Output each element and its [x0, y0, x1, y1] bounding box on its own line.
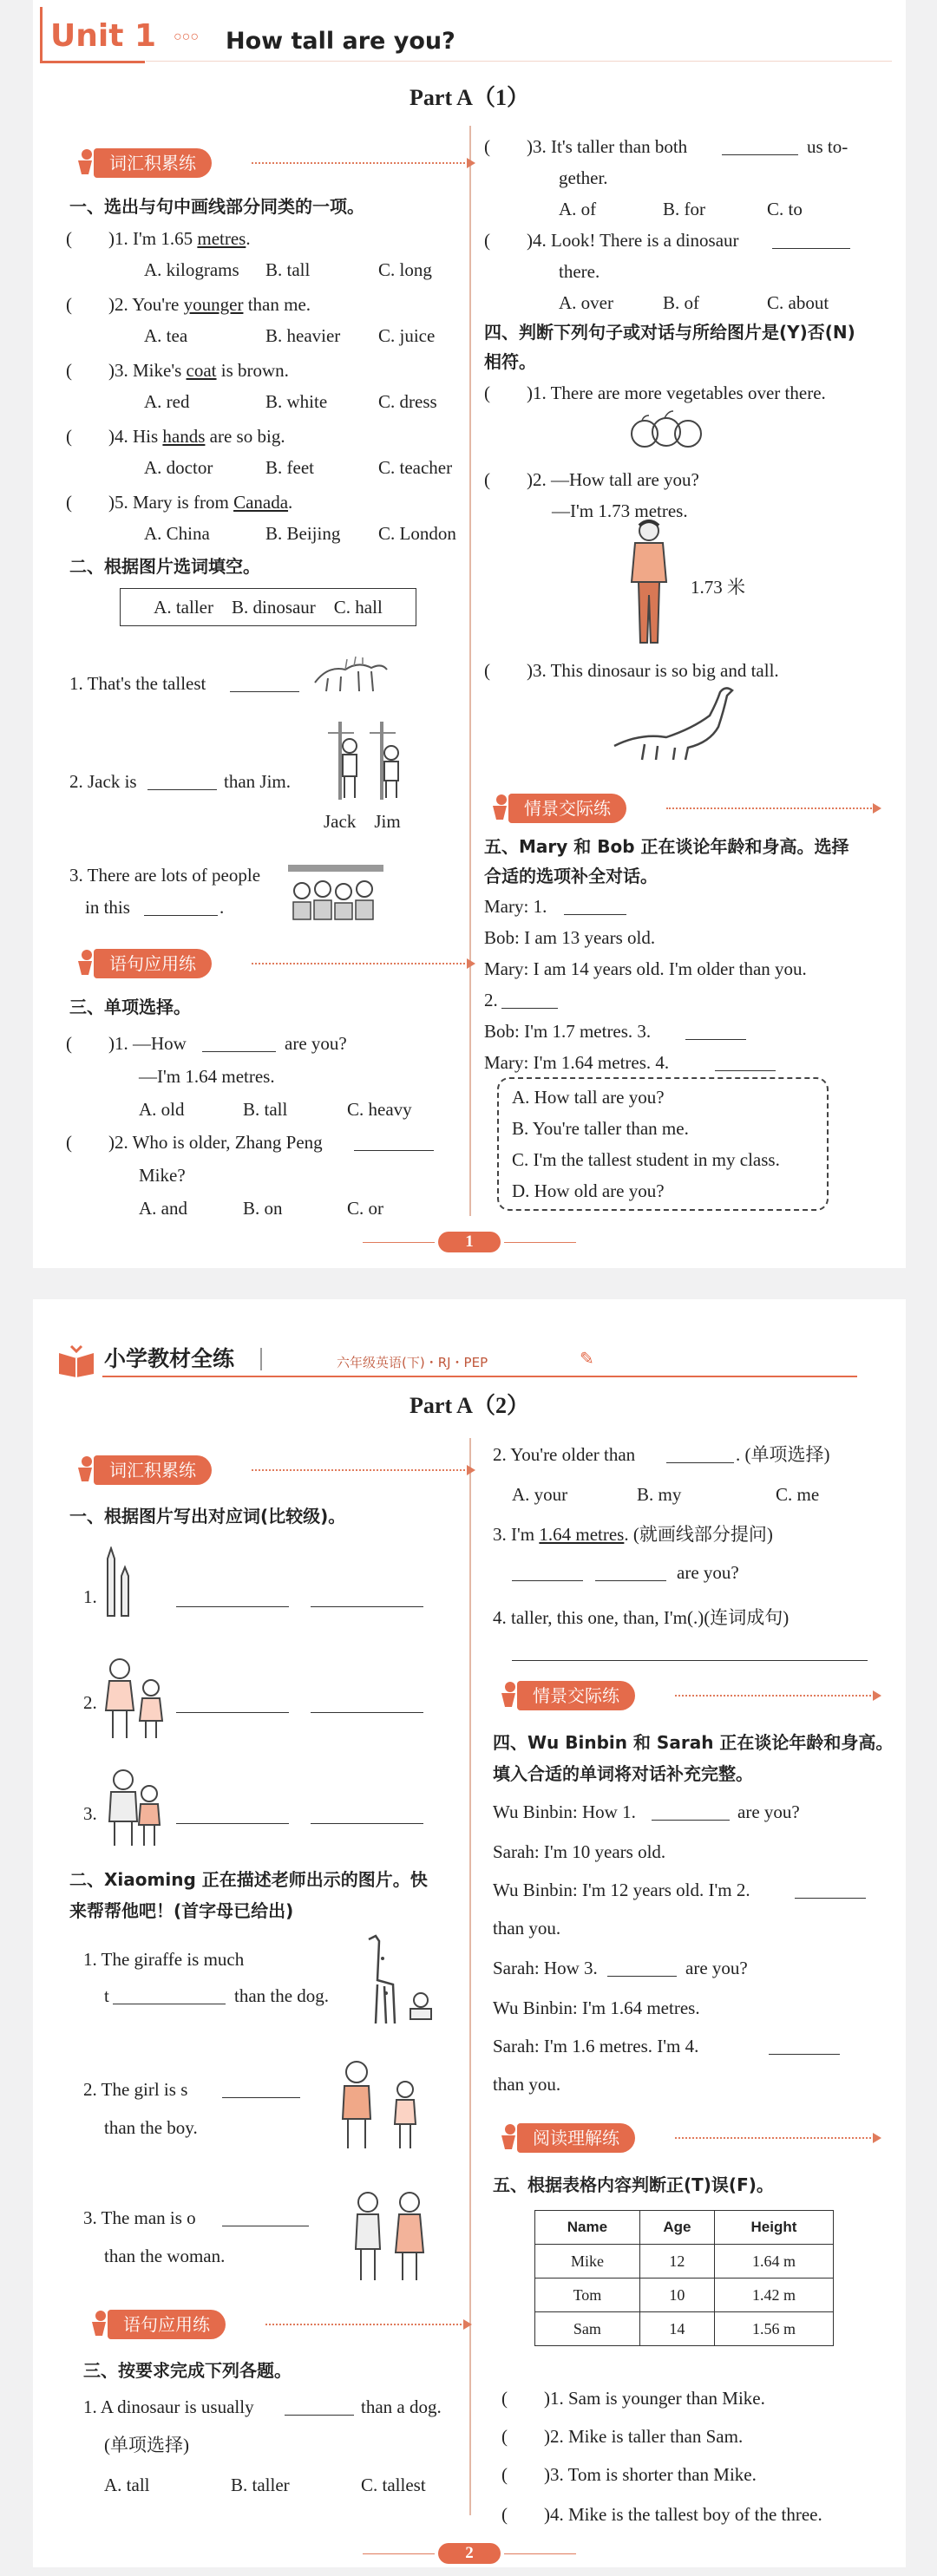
q2-item-3b: in this — [85, 897, 130, 918]
section-situation-header — [493, 1681, 883, 1710]
q3-title: 三、按要求完成下列各题。 — [83, 2360, 292, 2381]
unit-dots: ○○○ — [174, 29, 199, 44]
dialog-line-6: Wu Binbin: I'm 1.64 metres. — [493, 1997, 700, 2018]
q1-item-text-end: is brown. — [216, 360, 289, 381]
answer-line[interactable] — [512, 1644, 868, 1661]
answer-blank[interactable] — [144, 899, 218, 916]
table-cell: 1.64 m — [714, 2245, 833, 2279]
q1-item-text-end: . — [288, 492, 293, 513]
q3-3-instruction: . (就画线部分提问) — [624, 1524, 773, 1545]
q3-3-option-b[interactable]: B. for — [663, 199, 705, 219]
q1-item-text-end: than me. — [243, 294, 311, 315]
man-standing-image — [623, 519, 675, 649]
arrow-icon — [873, 803, 881, 814]
q1-item-5-option-c[interactable]: C. London — [378, 523, 456, 544]
q3-3-stem — [493, 1523, 773, 1546]
q4-item-3: ( )3. This dinosaur is so big and tall. — [484, 660, 779, 681]
answer-blank[interactable] — [311, 1697, 423, 1713]
answer-blank[interactable] — [512, 1565, 583, 1581]
section-situation-label: 情景交际练 — [517, 1681, 635, 1710]
q1-title: 一、选出与句中画线部分同类的一项。 — [69, 196, 364, 217]
dialog-option-a: A. How tall are you? — [512, 1087, 665, 1108]
table-cell: 10 — [639, 2279, 714, 2312]
q1-item-5-option-b[interactable]: B. Beijing — [265, 523, 341, 544]
book-logo-icon — [57, 1343, 95, 1377]
two-girls-image — [101, 1655, 170, 1742]
answer-blank[interactable] — [176, 1808, 289, 1824]
q1-item-underlined-word: coat — [186, 360, 217, 381]
arrow-icon — [467, 158, 475, 168]
dotted-arrow-line — [252, 963, 468, 964]
q1-item-text: ( )4. His — [66, 426, 163, 447]
dotted-arrow-line — [675, 2137, 875, 2139]
table-header-row — [535, 2211, 834, 2245]
answer-blank[interactable] — [772, 232, 850, 249]
q3-1-option-a[interactable]: A. tall — [104, 2475, 150, 2495]
arrow-icon — [467, 1465, 475, 1475]
brand-separator — [260, 1348, 262, 1370]
q2-title: 二、根据图片选词填空。 — [69, 556, 260, 577]
q2-item-2b: than the boy. — [104, 2117, 198, 2138]
section-vocab-label: 词汇积累练 — [94, 1455, 212, 1485]
unit-title: How tall are you? — [226, 28, 455, 55]
section-sentence-header — [69, 949, 477, 978]
dialog-line-5: Bob: I'm 1.7 metres. 3. — [484, 1021, 652, 1042]
height-label: 1.73 米 — [691, 577, 745, 598]
q3-1-stem-end: are you? — [285, 1033, 347, 1054]
arrow-icon — [873, 1690, 881, 1701]
table-header-cell: Age — [639, 2211, 714, 2245]
tf-item-4: ( )4. Mike is the tallest boy of the three. — [501, 2504, 822, 2525]
q2-item-2a: 2. The girl is s — [83, 2079, 188, 2100]
answer-blank[interactable] — [501, 992, 558, 1009]
pencil-icon: ✎ — [580, 1350, 594, 1369]
q3-1-response: —I'm 1.64 metres. — [139, 1066, 275, 1087]
table-header-cell: Height — [714, 2211, 833, 2245]
answer-blank[interactable] — [311, 1808, 423, 1824]
q2-item-1a: 1. The giraffe is much — [83, 1949, 245, 1970]
q3-3-option-c[interactable]: C. to — [767, 199, 803, 219]
q4-title-line1: 四、Wu Binbin 和 Sarah 正在谈论年龄和身高。 — [493, 1732, 894, 1753]
q3-4-stem: 4. taller, this one, than, I'm(.)(连词成句) — [493, 1607, 790, 1628]
dotted-arrow-line — [265, 2324, 465, 2325]
table-cell: Sam — [535, 2312, 640, 2346]
q3-2-option-b[interactable]: B. my — [637, 1484, 682, 1505]
q3-2-stem: 2. You're older than — [493, 1444, 636, 1465]
q3-2-stem: ( )2. Who is older, Zhang Peng — [66, 1132, 323, 1153]
section-sentence-label: 语句应用练 — [108, 2310, 226, 2339]
dotted-arrow-line — [675, 1695, 875, 1697]
answer-blank[interactable] — [769, 2038, 840, 2055]
part-title: Part A（1） — [410, 85, 529, 110]
table-header-cell: Name — [535, 2211, 640, 2245]
q1-title: 一、根据图片写出对应词(比较级)。 — [69, 1506, 346, 1527]
q3-1-note: (单项选择) — [104, 2435, 189, 2455]
workbook-page-1 — [33, 0, 906, 1268]
q1-item-text: ( )1. I'm 1.65 — [66, 228, 198, 249]
dialog-line-1b: are you? — [737, 1801, 800, 1822]
q1-item-text-end: are so big. — [205, 426, 285, 447]
q1-item-text: ( )2. You're — [66, 294, 184, 315]
answer-blank[interactable] — [715, 1055, 776, 1071]
q1-item-2-option-a[interactable]: A. tea — [144, 325, 188, 346]
answer-blank[interactable] — [285, 2399, 354, 2416]
answer-blank[interactable] — [222, 2210, 309, 2226]
q5-title-line1: 五、Mary 和 Bob 正在谈论年龄和身高。选择 — [484, 836, 849, 857]
section-situation-header — [484, 794, 883, 823]
q3-4-stem: ( )4. Look! There is a dinosaur — [484, 230, 739, 251]
q1-item-underlined-word: hands — [162, 426, 206, 447]
dialog-line-6: Mary: I'm 1.64 metres. 4. — [484, 1052, 670, 1073]
answer-blank[interactable] — [607, 1960, 677, 1977]
table-cell: Mike — [535, 2245, 640, 2279]
q2-title-line1: 二、Xiaoming 正在描述老师出示的图片。快 — [69, 1869, 428, 1890]
q1-item-underlined-word: Canada — [233, 492, 289, 513]
table-cell: 12 — [639, 2245, 714, 2279]
q3-1-option-c[interactable]: C. heavy — [347, 1099, 412, 1120]
dotted-arrow-line — [252, 1469, 468, 1471]
q2-title-line2: 来帮帮他吧！(首字母已给出) — [69, 1900, 294, 1921]
q1-item-1 — [66, 227, 251, 250]
q3-2-option-c[interactable]: C. me — [776, 1484, 820, 1505]
part-title: Part A（2） — [410, 1393, 529, 1418]
q2-item-3a: 3. There are lots of people — [69, 865, 261, 886]
tf-item-2: ( )2. Mike is taller than Sam. — [501, 2426, 744, 2447]
period: . — [220, 897, 225, 918]
pencils-image — [101, 1546, 135, 1618]
q1-item-3-option-a[interactable]: A. red — [144, 391, 190, 412]
q3-3-stem-end: us to- — [807, 136, 849, 157]
q3-4-option-a[interactable]: A. over — [559, 292, 613, 313]
section-vocab-label: 词汇积累练 — [94, 148, 212, 178]
answer-blank[interactable] — [113, 1988, 226, 2004]
section-situation-label: 情景交际练 — [508, 794, 626, 823]
q1-item-2 — [66, 293, 311, 316]
dialog-line-1a: Wu Binbin: How 1. — [493, 1801, 636, 1822]
q1-item-1-option-a[interactable]: A. kilograms — [144, 259, 239, 280]
dialog-line-7: Sarah: I'm 1.6 metres. I'm 4. — [493, 2036, 699, 2056]
q2-item-3b: than the woman. — [104, 2246, 226, 2266]
q3-2-stem-end: Mike? — [139, 1165, 186, 1186]
dialog-line-8: than you. — [493, 2074, 561, 2095]
page-number-badge — [435, 2541, 504, 2566]
q1-item-underlined-word: younger — [183, 294, 244, 315]
section-reading-header — [493, 2123, 883, 2153]
table-row — [535, 2279, 834, 2312]
girl-and-boy-image — [332, 2058, 428, 2154]
workbook-page-2 — [33, 1299, 906, 2567]
dotted-arrow-line — [252, 162, 468, 164]
dialog-line-5a: Sarah: How 3. — [493, 1958, 598, 1978]
tf-item-1: ( )1. Sam is younger than Mike. — [501, 2388, 765, 2409]
giraffe-and-dog-image — [350, 1932, 436, 2028]
q1-item-2-option-c[interactable]: C. juice — [378, 325, 436, 346]
table-row — [535, 2245, 834, 2279]
section-reading-label: 阅读理解练 — [517, 2123, 635, 2153]
section-vocab-header — [69, 148, 477, 178]
q1-item-1-option-b[interactable]: B. tall — [265, 259, 311, 280]
tf-item-3: ( )3. Tom is shorter than Mike. — [501, 2464, 757, 2485]
section-vocab-header — [69, 1455, 477, 1485]
arrow-icon — [873, 2133, 881, 2143]
table-cell: 1.56 m — [714, 2312, 833, 2346]
dialog-option-c: C. I'm the tallest student in my class. — [512, 1149, 780, 1170]
page-number: 2 — [465, 2544, 474, 2562]
q2-names: Jack Jim — [324, 811, 401, 832]
q4-title-line2: 相符。 — [484, 351, 536, 372]
table-cell: 1.42 m — [714, 2279, 833, 2312]
old-and-young-people-image — [101, 1768, 170, 1847]
word-choice-text: A. taller B. dinosaur C. hall — [154, 597, 383, 618]
unit-label: Unit 1 — [50, 18, 156, 54]
q1-num-1: 1. — [83, 1586, 97, 1607]
q3-3-underlined: 1.64 metres — [539, 1524, 625, 1545]
table-row — [535, 2312, 834, 2346]
q3-1-option-a[interactable]: A. old — [139, 1099, 185, 1120]
q1-num-3: 3. — [83, 1803, 97, 1824]
dialog-line-2: Bob: I am 13 years old. — [484, 927, 656, 948]
q4-item-2b: —I'm 1.73 metres. — [552, 500, 688, 521]
column-divider — [469, 1438, 471, 2515]
dialog-line-5b: are you? — [685, 1958, 748, 1978]
q1-item-4-option-c[interactable]: C. teacher — [378, 457, 453, 478]
q2-item-1c: than the dog. — [234, 1985, 330, 2006]
q3-4-option-c[interactable]: C. about — [767, 292, 829, 313]
answer-blank[interactable] — [230, 676, 299, 692]
q1-item-4-option-b[interactable]: B. feet — [265, 457, 314, 478]
q1-item-1-option-c[interactable]: C. long — [378, 259, 432, 280]
page-number: 1 — [465, 1232, 474, 1251]
q3-3-prefix: 3. I'm — [493, 1524, 540, 1545]
header-rule — [102, 1376, 857, 1377]
q1-item-5 — [66, 491, 292, 513]
answer-blank[interactable] — [666, 1447, 734, 1463]
dialog-line-3: Mary: I am 14 years old. I'm older than you. — [484, 958, 807, 979]
q1-item-4-option-a[interactable]: A. doctor — [144, 457, 213, 478]
q1-item-underlined-word: metres — [197, 228, 246, 249]
q3-4-stem-end: there. — [559, 261, 600, 282]
q4-item-2a: ( )2. —How tall are you? — [484, 469, 699, 490]
table-cell: Tom — [535, 2279, 640, 2312]
answer-blank[interactable] — [595, 1565, 666, 1581]
q3-1-option-c[interactable]: C. tallest — [361, 2475, 426, 2495]
dialog-line-4: 2. — [484, 990, 498, 1010]
q3-2-option-a[interactable]: A. and — [139, 1198, 187, 1219]
answer-blank[interactable] — [222, 2082, 300, 2098]
book-subtitle: 六年级英语(下)・RJ・PEP — [337, 1355, 488, 1370]
q5-title-line2: 合适的选项补全对话。 — [484, 866, 658, 886]
dialog-line-1: Mary: 1. — [484, 896, 547, 917]
q3-3-stem-cont: gether. — [559, 167, 608, 188]
dialog-line-4: than you. — [493, 1918, 561, 1939]
q3-4-option-b[interactable]: B. of — [663, 292, 699, 313]
q2-item-2b: than Jim. — [224, 771, 291, 792]
answer-blank[interactable] — [176, 1697, 289, 1713]
answer-blank[interactable] — [176, 1591, 289, 1607]
q3-2-option-b[interactable]: B. on — [243, 1198, 283, 1219]
q5-title: 五、根据表格内容判断正(T)误(F)。 — [493, 2174, 774, 2195]
two-boys-height-image — [319, 720, 415, 802]
dialog-option-d: D. How old are you? — [512, 1180, 665, 1201]
word-choice-box — [120, 588, 416, 626]
answer-blank[interactable] — [147, 774, 217, 790]
q2-item-3a: 3. The man is o — [83, 2207, 196, 2228]
brand-title: 小学教材全练 — [104, 1346, 235, 1371]
q4-title-line2: 填入合适的单词将对话补充完整。 — [493, 1763, 753, 1784]
q3-1-stem-end: than a dog. — [361, 2396, 442, 2417]
answer-blank[interactable] — [685, 1023, 746, 1040]
q1-item-5-option-a[interactable]: A. China — [144, 523, 210, 544]
dotted-arrow-line — [666, 807, 875, 809]
age-height-table — [534, 2210, 834, 2346]
q2-item-1b: t — [104, 1985, 109, 2006]
q3-3-stem: ( )3. It's taller than both — [484, 136, 688, 157]
q3-title: 三、单项选择。 — [69, 997, 191, 1017]
q2-item-1: 1. That's the tallest — [69, 673, 206, 694]
table-cell: 14 — [639, 2312, 714, 2346]
q4-item-1: ( )1. There are more vegetables over there. — [484, 382, 826, 403]
answer-blank[interactable] — [354, 1134, 434, 1151]
q3-2-option-c[interactable]: C. or — [347, 1198, 383, 1219]
q4-title-line1: 四、判断下列句子或对话与所给图片是(Y)否(N) — [484, 322, 855, 343]
q3-1-stem: ( )1. —How — [66, 1033, 187, 1054]
dinosaur-image — [606, 685, 744, 763]
dinosaur-skeleton-image — [311, 652, 389, 696]
q1-item-4 — [66, 425, 285, 448]
q3-2-option-a[interactable]: A. your — [512, 1484, 568, 1505]
old-man-and-woman-image — [345, 2188, 432, 2284]
crowd-of-people-image — [286, 863, 386, 924]
q1-item-3-option-c[interactable]: C. dress — [378, 391, 437, 412]
answer-blank[interactable] — [722, 139, 798, 155]
answer-blank[interactable] — [564, 899, 626, 915]
q1-item-text: ( )3. Mike's — [66, 360, 187, 381]
q1-item-3 — [66, 359, 289, 382]
column-divider — [469, 126, 471, 1216]
q3-3-option-a[interactable]: A. of — [559, 199, 597, 219]
answer-blank[interactable] — [652, 1804, 730, 1821]
q2-item-2a: 2. Jack is — [69, 771, 137, 792]
section-sentence-header — [83, 2310, 482, 2339]
q1-num-2: 2. — [83, 1692, 97, 1713]
page-number-badge — [435, 1230, 504, 1254]
q1-item-3-option-b[interactable]: B. white — [265, 391, 328, 412]
q3-2-stem-end: . (单项选择) — [736, 1444, 830, 1465]
arrow-icon — [463, 2319, 472, 2330]
dialog-line-2: Sarah: I'm 10 years old. — [493, 1841, 666, 1862]
answer-blank[interactable] — [795, 1882, 866, 1899]
q1-item-text: ( )5. Mary is from — [66, 492, 234, 513]
section-sentence-label: 语句应用练 — [94, 949, 212, 978]
q3-1-stem: 1. A dinosaur is usually — [83, 2396, 254, 2417]
dialog-line-3: Wu Binbin: I'm 12 years old. I'm 2. — [493, 1880, 750, 1900]
q3-1-option-b[interactable]: B. taller — [231, 2475, 290, 2495]
dialog-option-b: B. You're taller than me. — [512, 1118, 689, 1139]
arrow-icon — [467, 958, 475, 969]
vegetables-image — [623, 408, 710, 451]
q1-item-text-end: . — [246, 228, 251, 249]
header-rule — [146, 61, 892, 62]
q3-1-option-b[interactable]: B. tall — [243, 1099, 288, 1120]
answer-blank[interactable] — [311, 1591, 423, 1607]
q1-item-2-option-b[interactable]: B. heavier — [265, 325, 341, 346]
q3-3-stem-end: are you? — [677, 1562, 739, 1583]
answer-blank[interactable] — [202, 1036, 276, 1052]
